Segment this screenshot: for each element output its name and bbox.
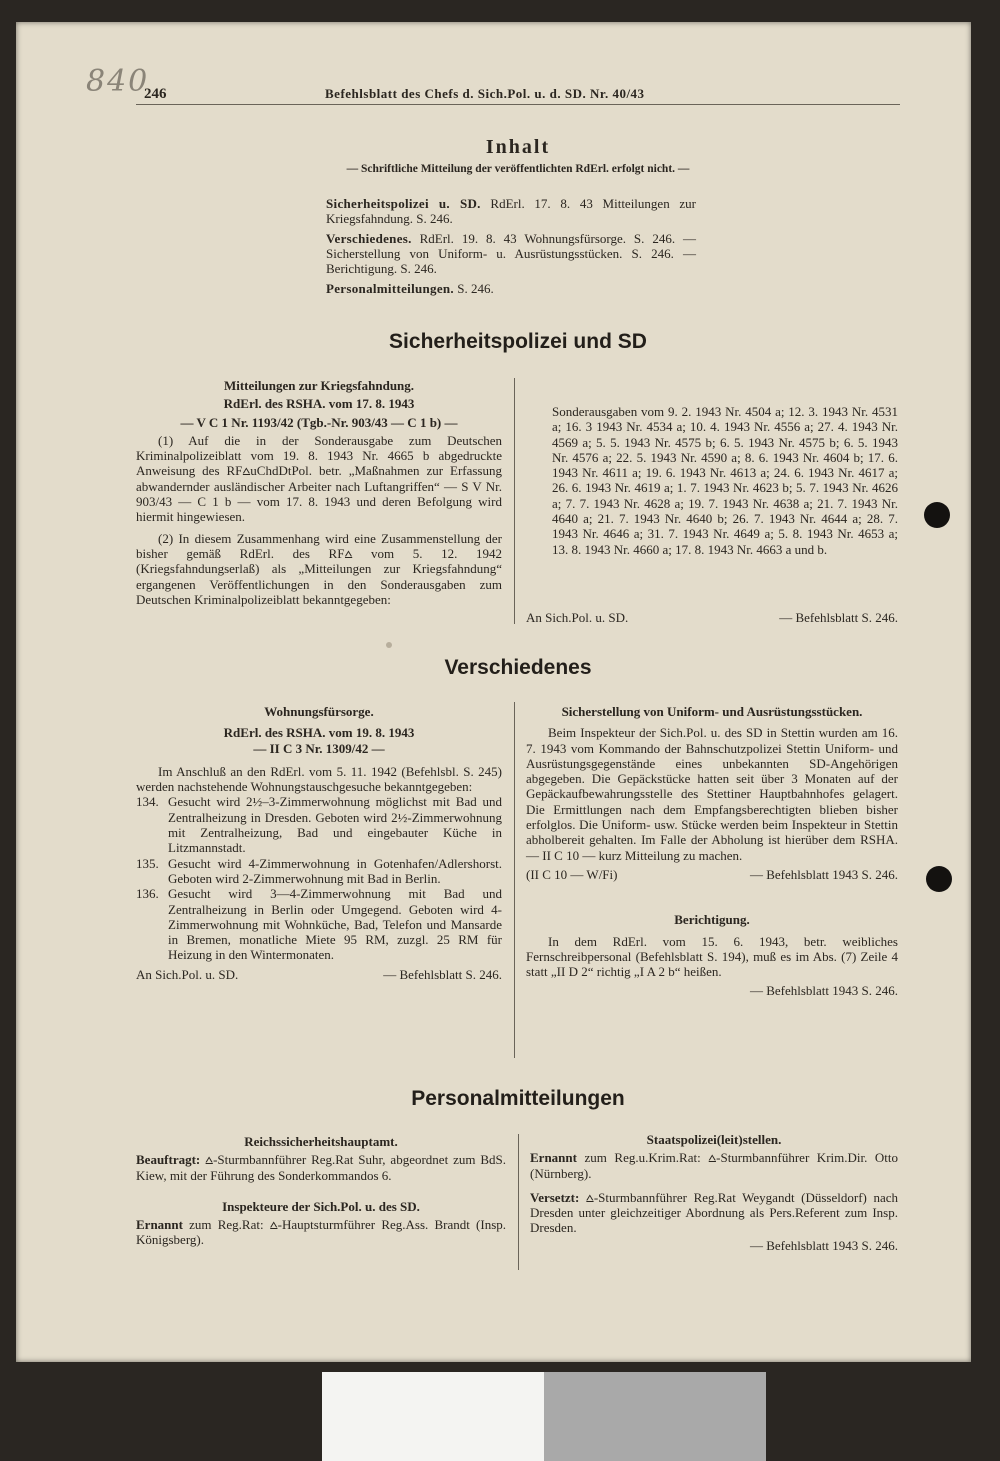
toc-section: Sicherheitspolizei u. SD. [326,196,481,211]
entry-text: ⩟-Sturmbannführer Reg.Rat Suhr, abgeordnet zum BdS. Kiew, mit der Führung des Sonderkommandos 6. [136,1152,506,1183]
entry-label: Ernannt [136,1217,183,1233]
entry-text: ⩟-Sturmbannführer Reg.Rat Weygandt (Düsseldorf) nach Dresden unter gleichzeitiger Abordnung als Pers.Referent zum Insp. Dresden. [530,1189,898,1236]
scan-calibration-gray [544,1372,766,1461]
toc-section: Personalmitteilungen. [326,281,454,296]
article-footer [136,967,502,982]
binder-hole-lower [926,866,952,892]
article-text: In dem RdErl. vom 15. 6. 1943, betr. weibliches Fernschreibpersonal (Befehlsblatt S. 194), muß es im Abs. (7) Zeile 4 statt „II D 2“ richtig „I A 2 b“ heißen. [526,933,898,980]
subsection-heading: Staatspolizei(leit)stellen. [646,1132,782,1147]
exchange-item [136,794,502,855]
article-rderl: RdErl. des RSHA. vom 19. 8. 1943 [223,725,415,741]
footer-source: — Befehlsblatt S. 246. [779,610,898,625]
header-rule [136,104,900,105]
footer-recipient: An Sich.Pol. u. SD. [526,610,629,625]
scan-calibration-white [322,1372,544,1461]
item-text: Gesucht wird 4-Zimmerwohnung in Gotenhafen/Adlershorst. Geboten wird 2-Zimmerwohnung mit Bad in Berlin. [168,855,502,886]
personnel-entry [530,1190,898,1236]
article-footer [526,867,898,882]
column-divider [518,1134,519,1270]
item-number: 135. [136,855,159,871]
footer-source: — Befehlsblatt 1943 S. 246. [749,866,898,882]
exchange-item [136,856,502,887]
entry-text: zum Reg.u.Krim.Rat: ⩟-Sturmbannführer Krim.Dir. Otto (Nürnberg). [530,1150,898,1181]
entry-label: Beauftragt: [136,1152,201,1168]
inhalt-title: Inhalt [485,136,551,158]
table-of-contents [326,196,696,301]
toc-text: RdErl. 17. 8. 43 Mitteilungen zur Kriegsfahndung. S. 246. [326,196,696,226]
wohnung-column [136,704,502,982]
article-paragraph-1: (1) Auf die in der Sonderausgabe zum Deutschen Kriminalpolizeiblatt vom 19. 8. 1943 Nr. 4665 b abgedruckte Anweisung des RF⩟uChdDtPol. betr. „Maßnahmen zur Erfassung abwandernder ausländischer Arbeiter nach Luftangriffen“ — S V Nr. 903/43 — C 1 b — vom 17. 8. 1943 und deren Befolgung wird hiermit hingewiesen. [136,432,502,525]
entry-label: Versetzt: [530,1189,580,1205]
article-text: Beim Inspekteur der Sich.Pol. u. des SD in Stettin wurden am 16. 7. 1943 vom Kommando der Bahnschutzpolizei Stettin Uniform- und Ausrüstungsgegenstände eines unbekannten SD-Angehörigen abgegeben. Die Gepäckstücke hatten seit über 3 Monaten auf der Gepäckaufbewahrungsstelle des Stettiner Hauptbahnhofes gelagert. Die Ermittlungen nach dem Empfangsberechtigten blieben bisher erfolglos. Die Uniform- usw. Stücke werden beim Inspekteur in Stettin abholbereit gehalten. Im Falle der Abholung ist hierüber dem RSHA. — II C 10 — kurz Mitteilung zu machen. [526,725,898,863]
article-footer [526,610,898,625]
toc-entry [326,231,696,276]
item-text: Gesucht wird 2½–3-Zimmerwohnung möglichst mit Bad und Zentralheizung in Dresden. Geboten wird 2½-Zimmerwohnung mit Zentralheizung, Bad und eingebauter Küche in Litzmannstadt. [168,794,502,856]
footer-source: — Befehlsblatt S. 246. [383,966,502,982]
section-title-verschiedenes: Verschiedenes [444,656,592,679]
personnel-entry [136,1152,506,1183]
toc-entry [326,281,696,296]
entry-text: zum Reg.Rat: ⩟-Hauptsturmführer Reg.Ass. Brandt (Insp. Königsberg). [136,1217,506,1248]
sipo-right-column-list [526,404,898,557]
article-footer: — Befehlsblatt 1943 S. 246. [749,983,898,999]
toc-text: S. 246. [453,281,494,296]
subsection-heading: Inspekteure der Sich.Pol. u. des SD. [222,1198,420,1214]
article-rderl: RdErl. des RSHA. vom 17. 8. 1943 [223,396,415,412]
sipo-right-column [526,610,898,625]
binder-hole-upper [924,502,950,528]
uniform-column [526,704,898,999]
inhalt-note: — Schriftliche Mitteilung der veröffentlichten RdErl. erfolgt nicht. — [346,163,690,175]
sipo-left-column [136,378,502,607]
entry-label: Ernannt [530,1150,577,1166]
article-heading: Sicherstellung von Uniform- und Ausrüstungsstücken. [561,704,863,719]
personal-right-column [530,1132,898,1253]
publication-title: Befehlsblatt des Chefs d. Sich.Pol. u. d. SD. Nr. 40/43 [325,86,645,101]
page-number: 246 [144,86,167,102]
personnel-entry [530,1150,898,1181]
toc-entry [326,196,696,226]
article-footer: — Befehlsblatt 1943 S. 246. [749,1237,898,1253]
article-paragraph-2: (2) In diesem Zusammenhang wird eine Zusammenstellung der bisher gemäß RdErl. des RF⩟ vom 5. 12. 1942 (Kriegsfahndungserlaß) als „Mitteilungen zur Kriegsfahndung“ ergangenen Veröffentlichungen in den Sonderausgaben zum Deutschen Kriminalpolizeiblatt bekanntgegeben: [136,530,502,607]
article-heading: Mitteilungen zur Kriegsfahndung. [223,378,415,393]
article-heading: Wohnungsfürsorge. [264,704,374,719]
paper-speck [386,642,392,648]
subsection-heading: Reichssicherheitshauptamt. [244,1134,398,1149]
personal-left-column [136,1134,506,1248]
article-intro: Im Anschluß an den RdErl. vom 5. 11. 1942 (Befehlsbl. S. 245) werden nachstehende Wohnungstauschgesuche bekanntgegeben: [136,763,502,795]
item-text: Gesucht wird 3—4-Zimmerwohnung mit Bad und Zentralheizung in Berlin oder Umgegend. Geboten wird 4-Zimmerwohnung mit Wohnküche, Bad, Telefon und Mansarde in Bremen, monatliche Miete 95 RM, zuzgl. 25 RM für Heizung in den Wintermonaten. [168,886,502,963]
handwritten-page-number: 840 [86,64,150,99]
item-number: 134. [136,794,159,810]
footer-recipient: An Sich.Pol. u. SD. [136,966,239,982]
item-number: 136. [136,886,159,902]
exchange-item [136,886,502,962]
footer-reference: (II C 10 — W/Fi) [526,866,618,882]
column-divider [514,702,515,1058]
article-reference: — II C 3 Nr. 1309/42 — [253,740,385,756]
column-divider [514,378,515,624]
personnel-entry [136,1217,506,1248]
toc-text: RdErl. 19. 8. 43 Wohnungsfürsorge. S. 246. — Sicherstellung von Uniform- u. Ausrüstungsstücken. S. 246. — Berichtigung. S. 246. [326,231,696,276]
article-heading: Berichtigung. [674,912,750,928]
section-title-personal: Personalmitteilungen [411,1087,625,1110]
article-reference: — V C 1 Nr. 1193/42 (Tgb.-Nr. 903/43 — C 1 b) — [180,414,458,430]
toc-section: Verschiedenes. [326,231,412,246]
section-title-sipo: Sicherheitspolizei und SD [389,330,647,353]
sonderausgaben-list-visible: Sonderausgaben vom 9. 2. 1943 Nr. 4504 a; 12. 3. 1943 Nr. 4531 a; 16. 3 1943 Nr. 4534 a; 10. 4. 1943 Nr. 4556 a; 27. 4. 1943 Nr. 4569 a; 5. 5. 1943 Nr. 4575 b; 6. 5. 1943 Nr. 4575 b; 6. 5. 1943 Nr. 4576 a; 22. 5. 1943 Nr. 4590 a; 8. 6. 1943 Nr. 4604 b; 17. 6. 1943 Nr. 4611 a; 19. 6. 1943 Nr. 4613 a; 24. 6. 1943 Nr. 4617 a; 26. 6. 1943 Nr. 4619 a; 1. 7. 1943 Nr. 4623 b; 5. 7. 1943 Nr. 4626 a; 7. 7. 1943 Nr. 4628 a; 19. 7. 1943 Nr. 4638 a; 21. 7. 1943 Nr. 4640 a; 21. 7. 1943 Nr. 4640 b; 26. 7. 1943 Nr. 4644 a; 28. 7. 1943 Nr. 4646 a; 31. 7. 1943 Nr. 4649 a; 5. 8. 1943 Nr. 4653 a; 13. 8. 1943 Nr. 4660 a; 17. 8. 1943 Nr. 4663 a und b. [552,404,898,557]
